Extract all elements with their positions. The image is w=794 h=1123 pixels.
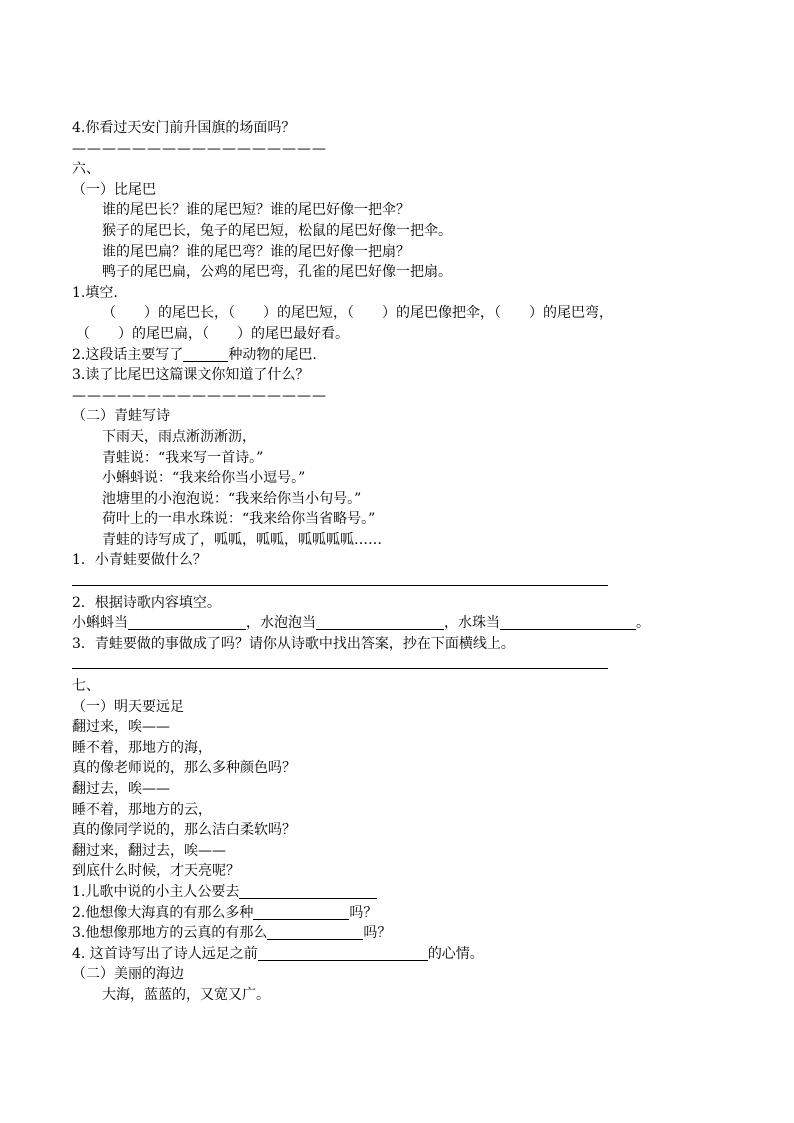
- question-destination: [72, 882, 732, 903]
- poem-line: 翻过来，翻过去，唉——: [72, 842, 226, 859]
- question-text: 2.他想像大海真的有那么多种: [72, 904, 254, 921]
- question-text: 的心情。: [427, 945, 484, 962]
- fill-line-1: （ ）的尾巴长，（ ）的尾巴短，（ ）的尾巴像把伞，（ ）的尾巴弯，: [102, 305, 613, 322]
- question-what-learned: 3.读了比尾巴这篇课文你知道了什么？: [72, 367, 310, 384]
- section-6-heading: 六、: [72, 161, 100, 178]
- poem-line: 青蛙说：“我来写一首诗。”: [102, 449, 264, 466]
- answer-blank[interactable]: [267, 925, 363, 940]
- question-poet-mood: [72, 944, 732, 965]
- passage-title-outing: （一）明天要远足: [72, 698, 184, 715]
- answer-blank[interactable]: [253, 905, 349, 920]
- answer-line: —————————————————: [72, 387, 327, 404]
- poem-line: 真的像老师说的，那么多种颜色吗？: [72, 760, 296, 777]
- poem-line: 下雨天，雨点淅沥淅沥，: [102, 428, 256, 445]
- question-text: 4. 这首诗写出了诗人远足之前: [72, 945, 258, 962]
- question-sea-colors: [72, 903, 732, 924]
- poem-line: 谁的尾巴长？谁的尾巴短？谁的尾巴好像一把伞？: [102, 202, 410, 219]
- answer-blank[interactable]: [316, 615, 444, 630]
- answer-blank[interactable]: [239, 884, 377, 899]
- question-text: 1.儿歌中说的小主人公要去: [72, 883, 240, 900]
- poem-line: 荷叶上的一串水珠说：“我来给你当省略号。”: [102, 511, 376, 528]
- fill-roles-line: [72, 613, 732, 634]
- question-text: 3.他想像那地方的云真的有那么: [72, 925, 268, 942]
- poem-line: 翻过去，唉——: [72, 781, 170, 797]
- question-text: 吗？: [363, 925, 392, 942]
- question-text: 2.这段话主要写了: [72, 346, 184, 363]
- question-view-flag-raising: 4.你看过天安门前升国旗的场面吗？: [72, 120, 296, 136]
- poem-line: 翻过来，唉——: [72, 719, 170, 736]
- fill-text: ，水珠当: [444, 615, 500, 632]
- answer-blank[interactable]: [183, 347, 228, 362]
- fill-text: 小蝌蚪当: [72, 615, 128, 632]
- poem-line: 猴子的尾巴长，兔子的尾巴短，松鼠的尾巴好像一把伞。: [102, 222, 452, 239]
- worksheet-content: [72, 118, 732, 1006]
- passage-title-bi-weiba: （一）比尾巴: [72, 181, 156, 198]
- answer-blank[interactable]: [128, 615, 246, 630]
- question-text: 种动物的尾巴.: [228, 346, 317, 363]
- poem-line: 池塘里的小泡泡说：“我来给你当小句号。”: [102, 490, 362, 507]
- answer-rule[interactable]: [72, 654, 608, 669]
- poem-line: 青蛙的诗写成了，呱呱，呱呱，呱呱呱呱……: [102, 531, 382, 548]
- question-clouds: [72, 923, 732, 944]
- fill-line-2: （ ）的尾巴扁，（ ）的尾巴最好看。: [76, 325, 349, 342]
- poem-line: 真的像同学说的，那么洁白柔软吗？: [72, 822, 296, 839]
- answer-blank[interactable]: [500, 615, 636, 630]
- answer-rule[interactable]: [72, 571, 608, 586]
- poem-line: 大海，蓝蓝的，又宽又广。: [102, 986, 270, 1003]
- answer-line: —————————————————: [72, 140, 327, 157]
- passage-title-frog-poem: （二）青蛙写诗: [72, 408, 170, 425]
- answer-blank[interactable]: [258, 946, 428, 961]
- poem-line: 鸭子的尾巴扁，公鸡的尾巴弯，孔雀的尾巴好像一把扇。: [102, 264, 452, 281]
- section-7-heading: 七、: [72, 678, 100, 695]
- fill-text: ，水泡泡当: [246, 615, 316, 632]
- passage-title-seaside: （二）美丽的海边: [72, 966, 184, 983]
- question-frog-success: 3．青蛙要做的事做成了吗？请你从诗歌中找出答案，抄在下面横线上。: [72, 635, 515, 652]
- question-fill-by-poem: 2．根据诗歌内容填空。: [72, 594, 221, 611]
- question-frog-wants: 1．小青蛙要做什么？: [72, 552, 207, 569]
- question-text: 吗？: [349, 904, 378, 921]
- poem-line: 小蝌蚪说：“我来给你当小逗号。”: [102, 470, 306, 487]
- poem-line: 睡不着，那地方的云，: [72, 801, 212, 818]
- question-fill-label: 1.填空.: [72, 284, 118, 301]
- fill-text: 。: [636, 615, 650, 632]
- poem-line: 睡不着，那地方的海，: [72, 739, 212, 756]
- poem-line: 到底什么时候，才天亮呢？: [72, 863, 240, 880]
- question-animal-count: [72, 345, 732, 366]
- poem-line: 谁的尾巴扁？谁的尾巴弯？谁的尾巴好像一把扇？: [102, 243, 410, 260]
